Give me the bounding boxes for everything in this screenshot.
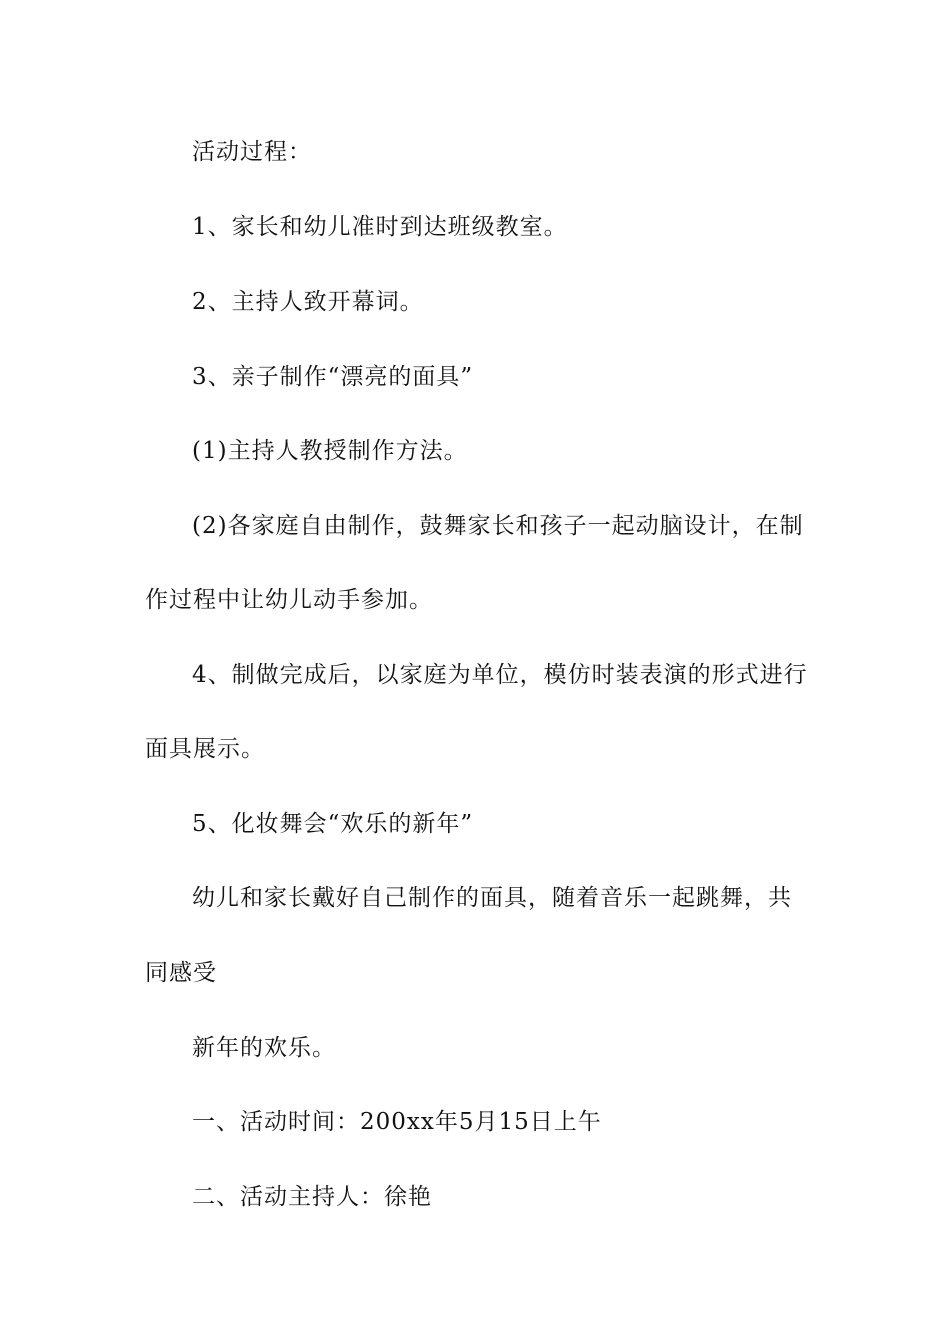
step-2-text: 2、主持人致开幕词。 (192, 289, 424, 315)
activity-process-heading: 活动过程： (192, 139, 312, 165)
step-5-description-continuation: 同感受 (145, 960, 217, 986)
step-5-text: 5、化妆舞会“欢乐的新年” (192, 811, 474, 837)
step-5-description-end: 新年的欢乐。 (192, 1035, 336, 1061)
activity-host-text: 二、活动主持人：徐艳 (192, 1184, 432, 1210)
activity-time-text: 一、活动时间：200xx年5月15日上午 (192, 1109, 602, 1135)
step-5-description: 幼儿和家长戴好自己制作的面具，随着音乐一起跳舞，共 (192, 885, 792, 911)
step-1-text: 1、家长和幼儿准时到达班级教室。 (192, 214, 568, 240)
step-3-sub-1-text: (1)主持人教授制作方法。 (192, 438, 468, 464)
step-3-text: 3、亲子制作“漂亮的面具” (192, 364, 474, 390)
step-4-text: 4、制做完成后，以家庭为单位，模仿时装表演的形式进行 (192, 662, 808, 688)
step-3-sub-2-text: (2)各家庭自由制作，鼓舞家长和孩子一起动脑设计，在制 (192, 513, 804, 539)
step-4-continuation: 面具展示。 (145, 736, 265, 762)
step-3-sub-2-continuation: 作过程中让幼儿动手参加。 (145, 587, 433, 613)
